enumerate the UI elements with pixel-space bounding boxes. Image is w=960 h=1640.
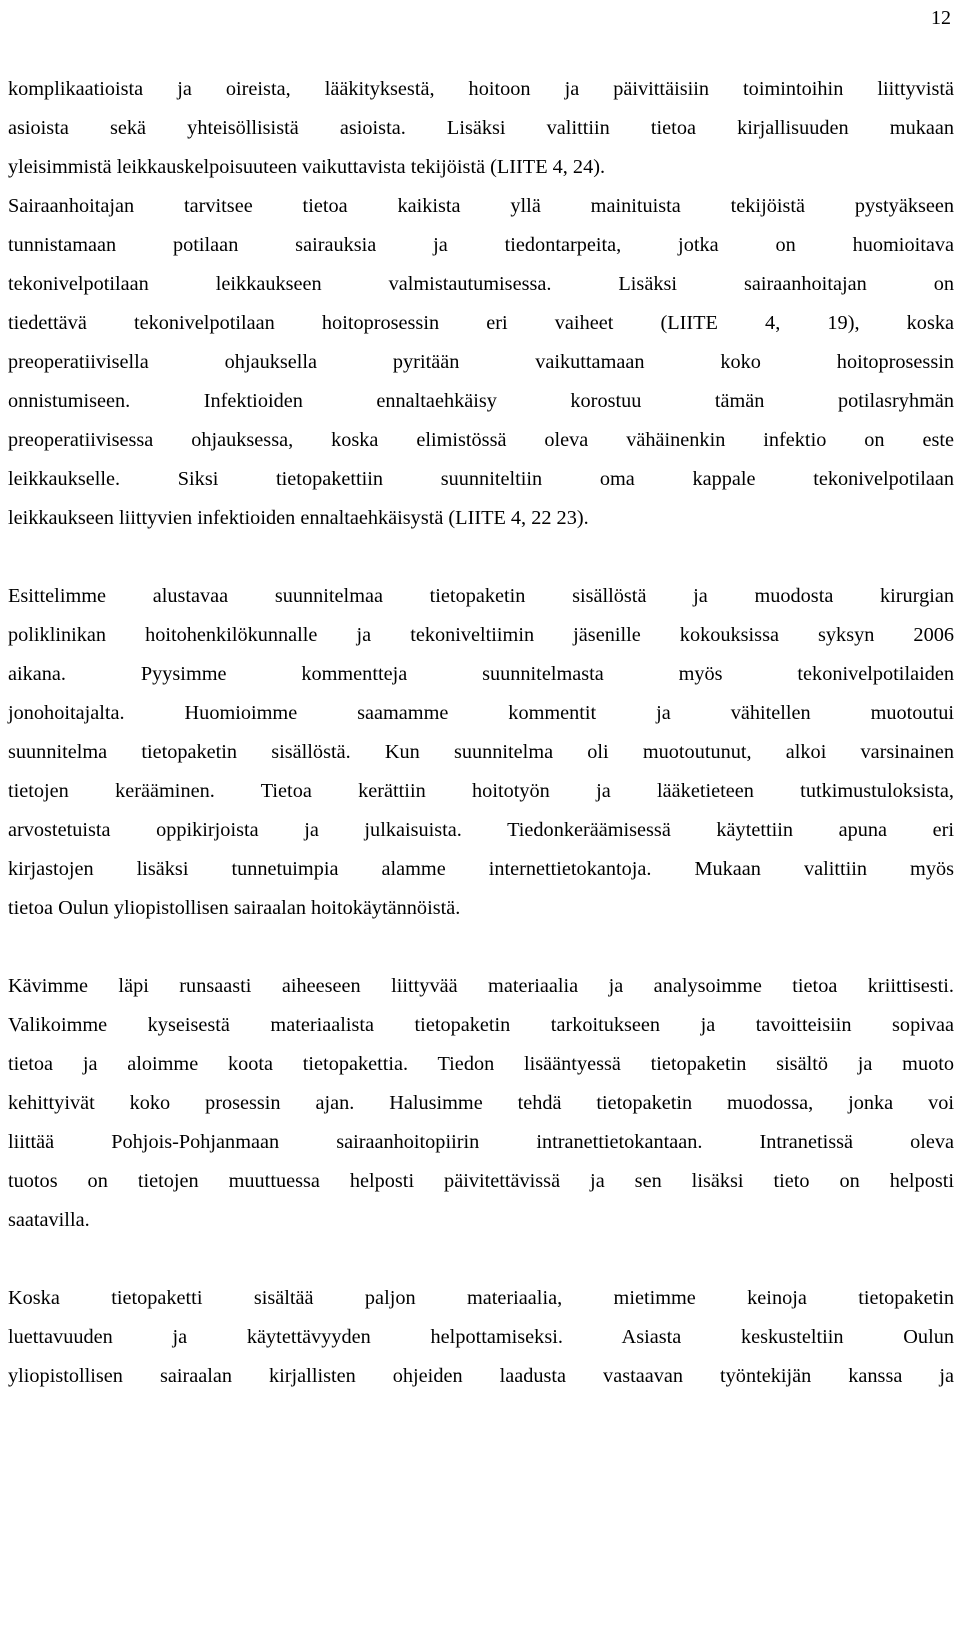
text-line: tekonivelpotilaan leikkaukseen valmistautumisessa. Lisäksi sairaanhoitajan on [8, 273, 954, 295]
text-line: onnistumiseen. Infektioiden ennaltaehkäisy korostuu tämän potilasryhmän [8, 390, 954, 412]
text-line: komplikaatioista ja oireista, lääkityksestä, hoitoon ja päivittäisiin toimintoihin liittyvistä [8, 78, 954, 100]
text-line: suunnitelma tietopaketin sisällöstä. Kun suunnitelma oli muotoutunut, alkoi varsinainen [8, 741, 954, 763]
paragraph-spacer [8, 538, 954, 577]
text-line: leikkaukseen liittyvien infektioiden ennaltaehkäisystä (LIITE 4, 22 23). [8, 507, 589, 529]
text-line: jonohoitajalta. Huomioimme saamamme kommentit ja vähitellen muotoutui [8, 702, 954, 724]
paragraph-spacer [8, 1240, 954, 1279]
text-line: arvostetuista oppikirjoista ja julkaisuista. Tiedonkeräämisessä käytettiin apuna eri [8, 819, 954, 841]
text-line: preoperatiivisella ohjauksella pyritään vaikuttamaan koko hoitoprosessin [8, 351, 954, 373]
text-line: preoperatiivisessa ohjauksessa, koska elimistössä oleva vähäinenkin infektio on este [8, 429, 954, 451]
text-line: luettavuuden ja käytettävyyden helpottamiseksi. Asiasta keskusteltiin Oulun [8, 1326, 954, 1348]
text-line: kehittyivät koko prosessin ajan. Halusimme tehdä tietopaketin muodossa, jonka voi [8, 1092, 954, 1114]
paragraph-3 [8, 967, 954, 1240]
text-line: tunnistamaan potilaan sairauksia ja tiedontarpeita, jotka on huomioitava [8, 234, 954, 256]
text-line: yliopistollisen sairaalan kirjallisten ohjeiden laadusta vastaavan työntekijän kanssa ja [8, 1365, 954, 1387]
page-number: 12 [931, 7, 951, 29]
text-line: kirjastojen lisäksi tunnetuimpia alamme internettietokantoja. Mukaan valittiin myös [8, 858, 954, 880]
text-line: Valikoimme kyseisestä materiaalista tietopaketin tarkoitukseen ja tavoitteisiin sopivaa [8, 1014, 954, 1036]
text-line: liittää Pohjois-Pohjanmaan sairaanhoitopiirin intranettietokantaan. Intranetissä oleva [8, 1131, 954, 1153]
text-line: tietojen kerääminen. Tietoa kerättiin hoitotyön ja lääketieteen tutkimustuloksista, [8, 780, 954, 802]
text-line: aikana. Pyysimme kommentteja suunnitelmasta myös tekonivelpotilaiden [8, 663, 954, 685]
text-line: Koska tietopaketti sisältää paljon materiaalia, mietimme keinoja tietopaketin [8, 1287, 954, 1309]
text-line: poliklinikan hoitohenkilökunnalle ja tekoniveltiimin jäsenille kokouksissa syksyn 2006 [8, 624, 954, 646]
text-line: asioista sekä yhteisöllisistä asioista. Lisäksi valittiin tietoa kirjallisuuden mukaan [8, 117, 954, 139]
paragraph-1 [8, 70, 954, 538]
text-line: tietoa Oulun yliopistollisen sairaalan hoitokäytännöistä. [8, 897, 461, 919]
text-line: Sairaanhoitajan tarvitsee tietoa kaikista yllä mainituista tekijöistä pystyäkseen [8, 195, 954, 217]
text-line: tietoa ja aloimme koota tietopakettia. Tiedon lisääntyessä tietopaketin sisältö ja muoto [8, 1053, 954, 1075]
text-line: tiedettävä tekonivelpotilaan hoitoprosessin eri vaiheet (LIITE 4, 19), koska [8, 312, 954, 334]
text-line: tuotos on tietojen muuttuessa helposti päivitettävissä ja sen lisäksi tieto on helposti [8, 1170, 954, 1192]
paragraph-spacer [8, 928, 954, 967]
paragraph-4 [8, 1279, 954, 1396]
text-line: Esittelimme alustavaa suunnitelmaa tietopaketin sisällöstä ja muodosta kirurgian [8, 585, 954, 607]
paragraph-2 [8, 577, 954, 928]
text-line: yleisimmistä leikkauskelpoisuuteen vaikuttavista tekijöistä (LIITE 4, 24). [8, 156, 606, 178]
text-line: leikkaukselle. Siksi tietopakettiin suunniteltiin oma kappale tekonivelpotilaan [8, 468, 954, 490]
document-body [8, 70, 954, 1396]
text-line: saatavilla. [8, 1209, 90, 1231]
text-line: Kävimme läpi runsaasti aiheeseen liittyvää materiaalia ja analysoimme tietoa kriittisesti. [8, 975, 954, 997]
